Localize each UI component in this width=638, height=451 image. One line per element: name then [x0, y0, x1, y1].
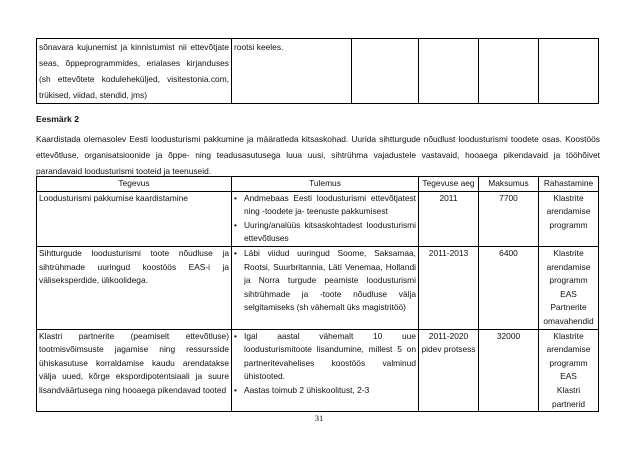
- result-text: Läbi viidud uuringud Soome, Saksamaa, Rootsi, Suurbritannia, Läti Venemaa, Hollandi ja Norra turgude peamiste loodusturismi sihtrühmade ja -toote nõudluse välja selgitamiseks (sh vähemalt üks magistritöö): [244, 247, 416, 313]
- activity-cell: Sihtturgude loodusturismi toote nõudluse ja sihtrühmade uuringud koostöös EAS-i ja väliseksperdide, ülikoolidega.: [37, 246, 232, 329]
- result-text: Igal aastal vähemalt 10 uue loodusturismitoote lisandumine, millest 5 on partneritevahelises koostöös valminud ühistooted.: [244, 330, 416, 382]
- bullet-icon: •: [234, 330, 237, 341]
- section-heading: Eesmärk 2: [36, 114, 80, 124]
- bullet-icon: •: [234, 384, 237, 395]
- time-note: pidev protsess: [421, 344, 476, 355]
- funding-item: Klastrite arendamise programm: [546, 330, 591, 368]
- column-header: Tegevuse aeg: [419, 177, 479, 192]
- bullet-icon: •: [234, 247, 237, 258]
- time-cell: 2011: [419, 191, 479, 246]
- page-number: 31: [314, 413, 324, 423]
- table-row: [37, 39, 599, 104]
- column-header: Tulemus: [232, 177, 419, 192]
- table-cell: sõnavara kujunemist ja kinnistumist nii ettevõtjate seas, õppeprogrammides, erialases kirjanduses (sh ettevõtete koduleheküljed, visitestonia.com, trükised, viidad, stendid, jms): [37, 39, 232, 104]
- result-bullet: [234, 219, 416, 246]
- results-cell: [232, 246, 419, 329]
- cost-cell: 32000: [479, 329, 539, 412]
- result-bullet: [234, 330, 416, 384]
- table-row: [37, 246, 599, 329]
- bullet-icon: •: [234, 192, 237, 203]
- time-value: 2011-2020: [428, 330, 469, 341]
- funding-item: Klastrite arendamise programm: [546, 192, 591, 230]
- result-text: Andmebaas Eesti loodusturismi ettevõtjatest ning -toodete ja- teenuste pakkumisest: [244, 192, 416, 217]
- table-row: [37, 191, 599, 246]
- column-header: Rahastamine: [539, 177, 599, 192]
- table-cell: rootsi keeles.: [232, 39, 352, 104]
- result-text: Aastas toimub 2 ühiskoolitust, 2-3: [244, 384, 370, 395]
- table-header-row: [37, 177, 599, 192]
- funding-item: Klastrite arendamise programm: [546, 247, 591, 286]
- table-cell: [419, 39, 479, 104]
- activities-table: [36, 176, 599, 412]
- result-bullet: [234, 247, 416, 315]
- activity-cell: Loodusturismi pakkumise kaardistamine: [37, 191, 232, 246]
- continuation-table: [36, 38, 599, 104]
- time-cell: 2011-2013: [419, 246, 479, 329]
- time-cell: [419, 329, 479, 412]
- result-bullet: [234, 384, 416, 398]
- result-text: Uuring/analüüs kitsaskohtadest loodusturismi ettevõtluses: [244, 219, 416, 244]
- cost-cell: 6400: [479, 246, 539, 329]
- column-header: Tegevus: [37, 177, 232, 192]
- results-cell: [232, 191, 419, 246]
- table-cell: [479, 39, 539, 104]
- table-cell: [539, 39, 599, 104]
- result-bullet: [234, 192, 416, 219]
- results-cell: [232, 329, 419, 412]
- column-header: Maksumus: [479, 177, 539, 192]
- funding-item: EAS: [560, 288, 577, 299]
- table-row: [37, 329, 599, 412]
- funding-cell: [539, 246, 599, 329]
- bullet-icon: •: [234, 219, 237, 230]
- funding-item: EAS: [560, 371, 577, 382]
- section-paragraph: Kaardistada olemasolev Eesti loodusturismi pakkumine ja määratleda kitsaskohad. Uurida sihtturgude nõudlust loodusturismi toodete osas. Koostöös ettevõtluse, organisatsioonide ja õppe- ning teadusasutusega luua uusi, sihtrühma vajadustele vastavaid, hooaega pikendavaid ja tööhõivet parandavaid loodusturismi tooteid ja teenuseid.: [36, 134, 600, 176]
- funding-cell: [539, 329, 599, 412]
- table-cell: [352, 39, 419, 104]
- funding-cell: [539, 191, 599, 246]
- funding-item: Klastri partnerid: [551, 384, 586, 409]
- cost-cell: 7700: [479, 191, 539, 246]
- activity-cell: Klastri partnerite (peamiselt ettevõtluse) tootmisvõimsuste jagamise ning ressursside ühiskasutuse korraldamise kaudu arendatakse välja uued, kõrge ekspordipotentsiaali ja suure lisandväärtusega ning hooaega pikendavad tooted: [37, 329, 232, 412]
- funding-item: Partnerite omavahendid: [543, 302, 594, 326]
